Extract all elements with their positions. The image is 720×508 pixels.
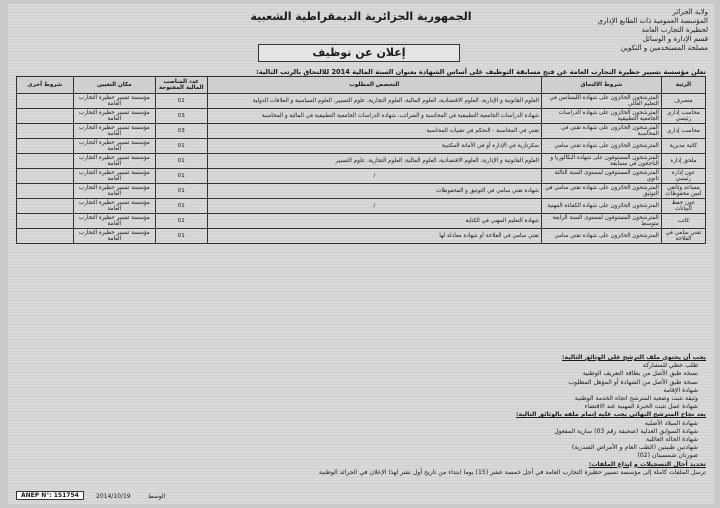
cell-specialty: /	[207, 169, 541, 184]
cell-positions: 01	[155, 199, 207, 214]
cell-conditions: المترشحون المستوفون على شهادة البكالوريا و الناجحون في مسابقة	[541, 154, 661, 169]
organization-header	[598, 8, 708, 53]
cell-other	[17, 94, 74, 109]
cell-other	[17, 214, 74, 229]
cell-specialty: العلوم القانونية و الإدارية، العلوم الاقتصادية، العلوم المالية، العلوم التجارية، علوم التسيير	[207, 154, 541, 169]
cell-positions: 01	[155, 229, 207, 244]
cell-positions: 03	[155, 109, 207, 124]
document-item: شهادة عمل تثبت الخبرة المهنية عند الاقتضاء	[584, 403, 698, 411]
col-header-location: مكان التعيين	[73, 77, 155, 94]
cell-location: مؤسسة تسيير حظيرة التجارب العامة	[73, 109, 155, 124]
table-row	[17, 214, 706, 229]
table-row	[17, 229, 706, 244]
cell-location: مؤسسة تسيير حظيرة التجارب العامة	[73, 199, 155, 214]
org-line: ولاية الجزائر	[672, 8, 708, 16]
table-row	[17, 154, 706, 169]
cell-other	[17, 124, 74, 139]
org-line: مصلحة المستخدمين و التكوين	[620, 44, 708, 52]
document-item: طلب خطي للمشاركة	[642, 362, 698, 370]
cell-location: مؤسسة تسيير حظيرة التجارب العامة	[73, 154, 155, 169]
cell-specialty: شهادة تقني سامي في التوثيق و المحفوظات	[207, 184, 541, 199]
republic-title: الجمهورية الجزائرية الديمقراطية الشعبية	[250, 10, 472, 23]
cell-grade: ملحق إدارة	[661, 154, 705, 169]
cell-specialty: العلوم القانونية و الإدارية، العلوم الاقتصادية، العلوم المالية، العلوم التجارية، علوم التسيير، العلوم السياسية و العلاقات الدولية	[207, 94, 541, 109]
col-header-grade: الرتبة	[661, 77, 705, 94]
table-row	[17, 199, 706, 214]
document-item: نسخة طبق الأصل من بطاقة التعريف الوطنية	[582, 370, 698, 378]
cell-conditions: المترشحون المستوفون لمستوى السنة الثالثة ثانوي	[541, 169, 661, 184]
document-item: شهادتين طبيتين (الطب العام و الأمراض الصدرية)	[571, 444, 698, 452]
document-item: وثيقة تثبت وضعية المترشح اتجاه الخدمة الوطنية	[574, 395, 698, 403]
document-item: شهادة الحالة العائلية	[646, 436, 698, 444]
positions-table	[16, 76, 706, 244]
document-item: صورتان شمسيتان (02)	[637, 452, 698, 460]
org-line: لحظيرة التجارب العامة	[641, 26, 708, 34]
cell-grade: محاسب إداري رئيسي	[661, 109, 705, 124]
cell-conditions: المترشحون المستوفون لمستوى السنة الرابعة متوسط	[541, 214, 661, 229]
cell-location: مؤسسة تسيير حظيرة التجارب العامة	[73, 169, 155, 184]
anep-reference: ANEP N°: 151754	[16, 491, 84, 500]
cell-location: مؤسسة تسيير حظيرة التجارب العامة	[73, 214, 155, 229]
documents-heading: يجب أن يحتوي ملف الترشح على الوثائق التالية:	[561, 354, 706, 361]
cell-conditions: المترشحون الحائزون على شهادة تقني سامي	[541, 139, 661, 154]
cell-specialty: سكرتارية في الإدارة أو في الأمانة المكتبية	[207, 139, 541, 154]
cell-positions: 01	[155, 184, 207, 199]
announcement-title: إعلان عن توظيف	[258, 44, 460, 62]
cell-grade: محاسب إداري	[661, 124, 705, 139]
cell-other	[17, 184, 74, 199]
col-header-conditions: شروط الالتحاق	[541, 77, 661, 94]
cell-conditions: المترشحون الحائزون على شهادة الدراسات الجامعية التطبيقية	[541, 109, 661, 124]
cell-location: مؤسسة تسيير حظيرة التجارب العامة	[73, 124, 155, 139]
table-row	[17, 124, 706, 139]
org-line: قسم الإدارة و الوسائل	[642, 35, 708, 43]
cell-conditions: المترشحون الحائزون على شهادة الليسانس في التعليم العالي	[541, 94, 661, 109]
cell-positions: 01	[155, 214, 207, 229]
deadline-text: ترسل الملفات كاملة إلى مؤسسة تسيير حظيرة التجارب العامة في أجل خمسة عشر (15) يوما ابتداء من تاريخ أول نشر لهذا الإعلان في الجرائد الوطنية	[318, 468, 706, 476]
cell-other	[17, 169, 74, 184]
cell-positions: 01	[155, 169, 207, 184]
cell-other	[17, 229, 74, 244]
cell-specialty: /	[207, 199, 541, 214]
cell-location: مؤسسة تسيير حظيرة التجارب العامة	[73, 94, 155, 109]
table-row	[17, 139, 706, 154]
cell-grade: عون حفظ البيانات	[661, 199, 705, 214]
cell-grade: تقني سامي في الفلاحة	[661, 229, 705, 244]
cell-other	[17, 139, 74, 154]
cell-grade: كاتبة مديرية	[661, 139, 705, 154]
cell-grade: متصرف	[661, 94, 705, 109]
table-header-row	[17, 77, 706, 94]
table-row	[17, 184, 706, 199]
cell-conditions: المترشحون الحائزون على شهادة تقني سامي في التوثيق	[541, 184, 661, 199]
announcement-document	[8, 4, 714, 504]
footer	[16, 490, 706, 500]
org-line: المؤسسة العمومية ذات الطابع الإداري	[597, 17, 708, 25]
cell-grade: كاتب	[661, 214, 705, 229]
cell-other	[17, 109, 74, 124]
col-header-positions: عدد المناصب المالية المفتوحة	[155, 77, 207, 94]
cell-location: مؤسسة تسيير حظيرة التجارب العامة	[73, 139, 155, 154]
cell-specialty: تقني في المحاسبة - التحكم في تقنيات المحاسبة	[207, 124, 541, 139]
document-item: نسخة طبق الأصل من الشهادة أو المؤهل المطلوب	[568, 378, 698, 386]
cell-specialty: تقني سامي في الفلاحة أو شهادة معادلة لها	[207, 229, 541, 244]
cell-other	[17, 154, 74, 169]
cell-grade: مساعد وثائقي أمين محفوظات	[661, 184, 705, 199]
documents-heading-2: بعد نجاح المترشح النهائي يجب عليه إتمام ملفه بالوثائق التالية:	[516, 411, 706, 419]
cell-positions: 01	[155, 154, 207, 169]
cell-other	[17, 199, 74, 214]
cell-specialty: شهادة الدراسات الجامعية التطبيقية في المحاسبة و الضرائب، شهادة الدراسات الجامعية التطبيقية في المالية و المحاسبة	[207, 109, 541, 124]
col-header-specialty: التخصص المطلوب	[207, 77, 541, 94]
cell-grade: عون إدارة رئيسي	[661, 169, 705, 184]
deadline-heading: تحديد آجال التسجيلات و إيداع الملفات:	[588, 460, 706, 468]
document-item: شهادة الإقامة	[663, 386, 698, 394]
document-item: شهادة السوابق العدلية (صحيفة رقم 03) سارية المفعول	[554, 427, 698, 435]
cell-location: مؤسسة تسيير حظيرة التجارب العامة	[73, 184, 155, 199]
intro-paragraph: تعلن مؤسسة تسيير حظيرة التجارب العامة عن فتح مسابقة التوظيف على أساس الشهادة بعنوان السنة المالية 2014 للالتحاق بالرتب التالية:	[256, 68, 706, 76]
cell-positions: 01	[155, 94, 207, 109]
documents-section	[28, 354, 706, 477]
col-header-other: شروط أخرى	[17, 77, 74, 94]
newspaper-name: الوسط	[148, 493, 166, 500]
publication-date: 2014/10/19	[96, 493, 131, 500]
cell-positions: 01	[155, 139, 207, 154]
table-row	[17, 94, 706, 109]
cell-conditions: المترشحون الحائزون على شهادة تقني في المحاسبة	[541, 124, 661, 139]
cell-specialty: شهادة التعليم المهني في الكتابة	[207, 214, 541, 229]
table-row	[17, 169, 706, 184]
cell-location: مؤسسة تسيير حظيرة التجارب العامة	[73, 229, 155, 244]
cell-positions: 03	[155, 124, 207, 139]
cell-conditions: المترشحون الحائزون على شهادة تقني سامي	[541, 229, 661, 244]
table-row	[17, 109, 706, 124]
cell-conditions: المترشحون الحائزون على شهادة الكفاءة المهنية	[541, 199, 661, 214]
document-item: شهادة الميلاد الأصلية	[644, 419, 698, 427]
